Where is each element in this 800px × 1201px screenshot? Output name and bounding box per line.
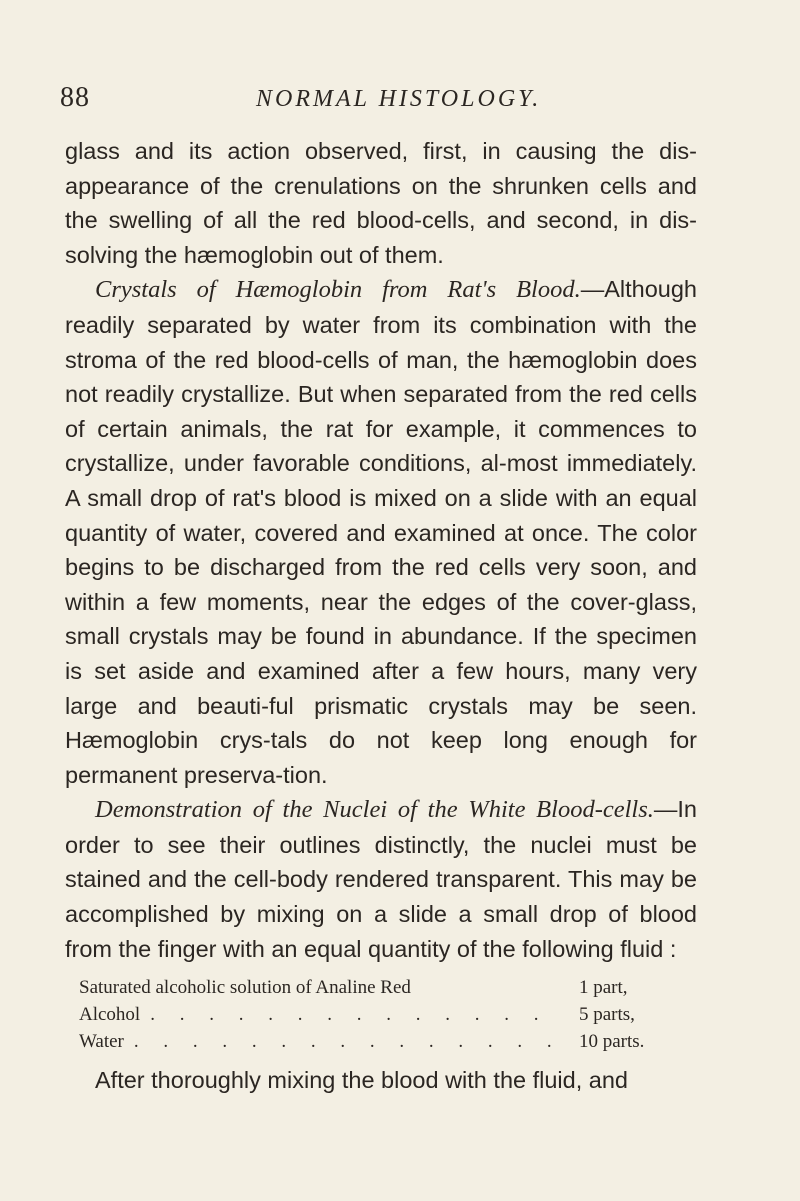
paragraph-white-cell-nuclei <box>65 792 697 966</box>
recipe-ingredient: Water <box>79 1031 124 1053</box>
paragraph-hemoglobin-crystals <box>65 272 697 792</box>
recipe-amount: 1 part, <box>579 977 628 999</box>
running-title: NORMAL HISTOLOGY. <box>256 86 542 112</box>
recipe-row <box>79 1001 669 1028</box>
paragraph-text: —In order to see their outlines distinctly, the nuclei must be stained and the cell-body rendered transparent. This may be accomplished by mixing on a slide a small drop of blood from the finger with an equal quantity of the following fluid : <box>65 796 697 962</box>
section-heading-white-cell-nuclei: Demonstration of the Nuclei of the White Blood-cells. <box>95 796 654 824</box>
recipe-ingredient: Saturated alcoholic solution of Analine Red <box>79 977 411 999</box>
body-text <box>65 134 697 1098</box>
page-header <box>60 82 760 122</box>
recipe-row <box>79 1028 669 1055</box>
paragraph-closing: After thoroughly mixing the blood with the fluid, and <box>95 1067 628 1094</box>
recipe-table <box>65 974 697 1055</box>
recipe-ingredient: Alcohol <box>79 1004 141 1026</box>
leader-dots <box>140 1001 563 1028</box>
recipe-amount: 5 parts, <box>579 1004 635 1026</box>
recipe-amount: 10 parts. <box>579 1031 645 1053</box>
recipe-row <box>79 974 669 1001</box>
paragraph-continuation: glass and its action observed, first, in causing the dis-appearance of the crenulations on the shrunken cells and the swelling of all the red blood-cells, and second, in dis-solving the hæmoglobin out of them. <box>65 138 697 268</box>
page-number: 88 <box>60 82 90 113</box>
leader-dots <box>124 1028 563 1055</box>
section-heading-hemoglobin-crystals: Crystals of Hæmoglobin from Rat's Blood. <box>95 276 581 304</box>
paragraph-text: —Although readily separated by water from its combination with the stroma of the red blood-cells of man, the hæmoglobin does not readily crystallize. But when separated from the red cells of certain animals, the rat for example, it commences to crystallize, under favorable conditions, al-most immediately. A small drop of rat's blood is mixed on a slide with an equal quantity of water, covered and examined at once. The color begins to be discharged from the red cells very soon, and within a few moments, near the edges of the cover-glass, small crystals may be found in abundance. If the specimen is set aside and examined after a few hours, many very large and beauti-ful prismatic crystals may be seen. Hæmoglobin crys-tals do not keep long enough for permanent preserva-tion. <box>65 276 697 788</box>
